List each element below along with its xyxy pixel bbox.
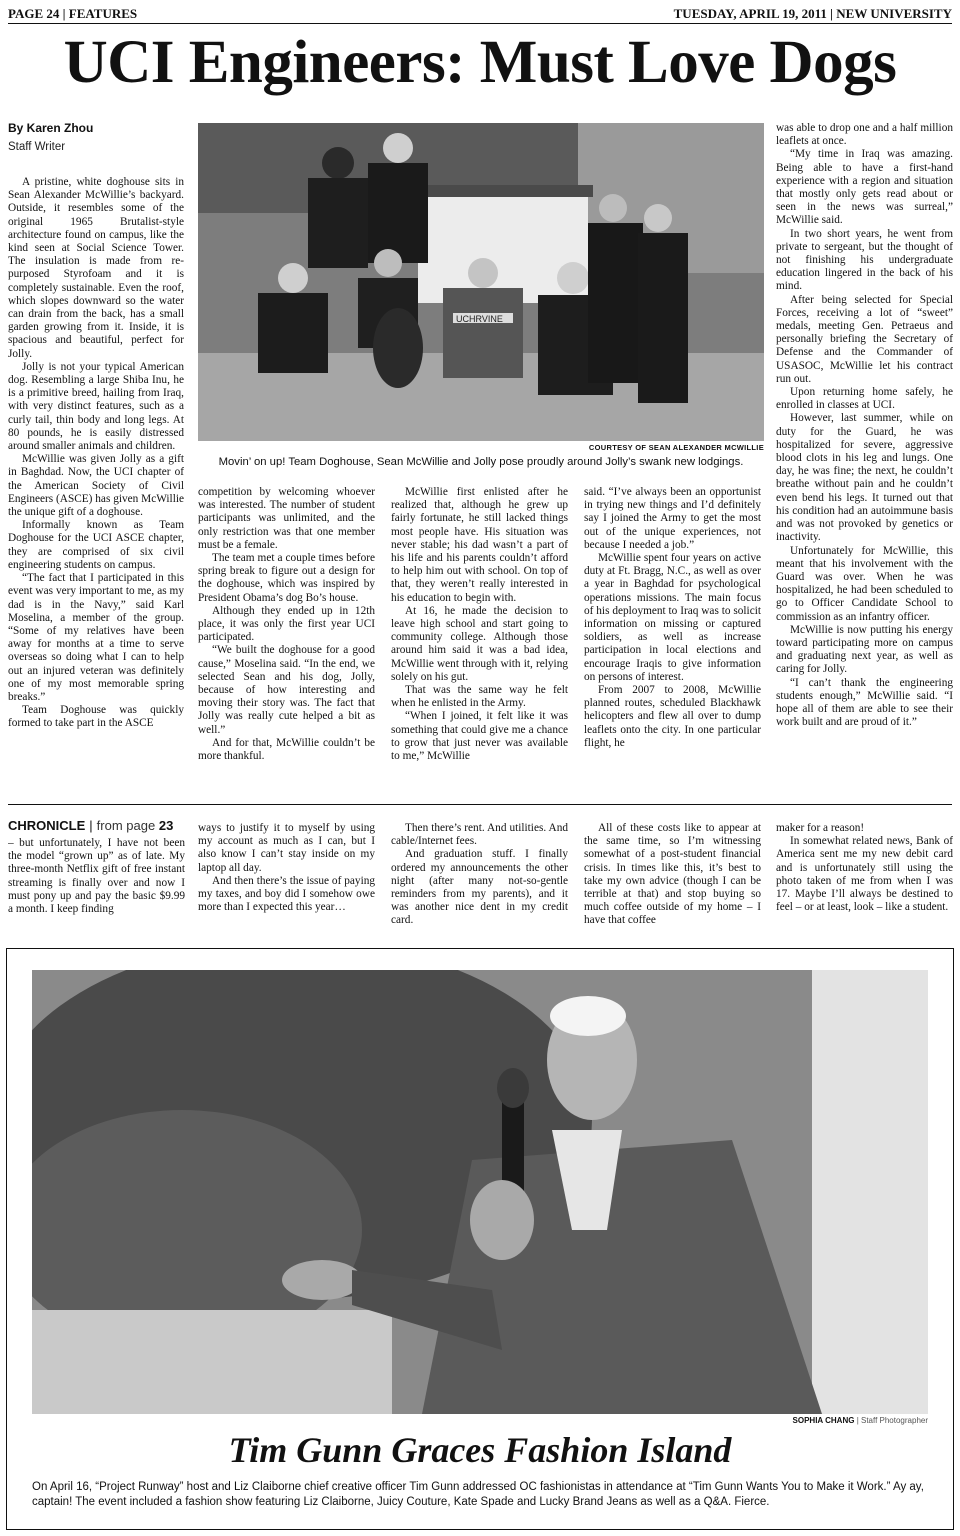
- chronicle-column-4: [584, 822, 761, 938]
- article-paragraph: was able to drop one and a half million leaflets at once.: [776, 122, 953, 148]
- article-paragraph: McWillie was given Jolly as a gift in Baghdad. Now, the UCI chapter of the American Society of Civil Engineers (ASCE) has given McWillie the unique gift of a doghouse.: [8, 453, 184, 519]
- article-paragraph: “When I joined, it felt like it was something that could give me a chance to grow that just never was available to me,” McWillie: [391, 710, 568, 763]
- photo-credit: [32, 1416, 928, 1425]
- chronicle-paragraph: ways to justify it to myself by using my account as much as I can, but I also know I can’t stay inside on my laptop all day.: [198, 822, 375, 874]
- article-paragraph: That was the same way he felt when he enlisted in the Army.: [391, 684, 568, 710]
- article-paragraph: After being selected for Special Forces, receiving a lot of “sweet” medals, meeting Gen. Petraeus and personally briefing the Secretary of Defense and the Commander of USASOC, McWillie let his contract run out.: [776, 293, 953, 385]
- article-paragraph: However, last summer, while on duty for the Guard, he was hospitalized for severe, aggressive blood clots in his leg and lungs. One day, he was fine; the next, he couldn’t breathe without pain and he couldn’t even bend his legs. It turned out that his condition had an autoimmune basis and was not provoked by genetics or inactivity.: [776, 412, 953, 544]
- byline: [8, 120, 188, 158]
- chronicle-paragraph: And then there’s the issue of paying my taxes, and boy did I somehow owe more than I expected this year…: [198, 874, 375, 914]
- folio-right: TUESDAY, APRIL 19, 2011 | NEW UNIVERSITY: [673, 6, 952, 21]
- article-paragraph: “The fact that I participated in this event was very important to me, as my dad is in the Navy,” said Karl Moselina, a member of the group. “Some of my relatives have been away for months at a time to serve overseas so doing what I can to help out an injured veteran was definitely one of my most memorable spring breaks.”: [8, 572, 184, 703]
- article-paragraph: McWillie first enlisted after he realized that, although he grew up fairly fortunate, he still lacked things most people have. His situation was never stable; his dad wasn’t a part of his life and his parents couldn’t afford to help him out with school. On top of that, they weren’t really interested in his education to begin with.: [391, 486, 568, 604]
- chronicle-paragraph: And graduation stuff. I finally ordered my announcements the other night (after many not-so-gentle reminders from my parents), and it was another nice dent in my credit card.: [391, 848, 568, 927]
- article-paragraph: At 16, he made the decision to leave high school and start going to community college. Although those around him said it was a bad idea, McWillie went through with it, relying solely on his gut.: [391, 604, 568, 683]
- article-column-4: [584, 486, 761, 792]
- article-paragraph: McWillie spent four years on active duty at Ft. Bragg, N.C., as well as over a year in Baghdad for psychological operations missions. The main focus of his deployment to Iraq was to solicit information on missing or captured soldiers, as well as increase participation in local elections and encourage Iraqis to give information on persons of interest.: [584, 552, 761, 683]
- chronicle-page: 23: [158, 818, 174, 833]
- article-paragraph: “We built the doghouse for a good cause,” Moselina said. “In the end, we selected Sean and his dog, Jolly, because of how interesting and moving their story was. The fact that Jolly was really cute helped a bit as well.”: [198, 644, 375, 736]
- chronicle-paragraph: maker for a reason!: [776, 822, 865, 834]
- byline-role: Staff Writer: [8, 141, 66, 153]
- article-paragraph: Unfortunately for McWillie, this meant that his involvement with the Guard was over. When he was hospitalized, he had been scheduled to go to Officer Candidate School to commission as an infantry officer.: [776, 544, 953, 623]
- chronicle-jump-head: [8, 818, 185, 834]
- article-paragraph: “I can’t thank the engineering students enough,” McWillie said. “I hope all of them are able to see their work built and are proud of it.”: [776, 676, 953, 729]
- article-column-3: [391, 486, 568, 792]
- photographer-role: | Staff Photographer: [856, 1416, 928, 1425]
- article-paragraph: McWillie is now putting his energy toward participating more on campus and graduating next year, as well as caring for Jolly.: [776, 623, 953, 676]
- article-paragraph: Jolly is not your typical American dog. Resembling a large Shiba Inu, he is a primitive breed, hailing from Iraq, with very distinct features, such as a curly tail, thin body and long legs. At 80 pounds, he is easily distressed around smaller animals and children.: [8, 360, 184, 453]
- article-paragraph: said. “I’ve always been an opportunist in trying new things and I’d definitely say I joined the Army to get the most out of the unique experiences, not because I needed a job.”: [584, 486, 761, 551]
- chronicle-paragraph: All of these costs like to appear at the same time, so I’m witnessing somewhat of a post-student financial crisis. In times like this, it’s best to take my own advice (though I can be terrible at that) and stop buying so much coffee outside of my home – I have that coffee: [584, 822, 761, 927]
- article-paragraph: competition by welcoming whoever was interested. The number of student participants was unlimited, and the only restriction was that one member must be a female.: [198, 486, 375, 551]
- photographer-name: SOPHIA CHANG: [792, 1416, 855, 1425]
- article-column-1: [8, 176, 184, 792]
- article-paragraph: “My time in Iraq was amazing. Being able to have a first-hand experience with a region and situation that mostly only gets read about or seen in the news was surreal,” McWillie said.: [776, 148, 953, 227]
- article-paragraph: In two short years, he went from private to sergeant, but the thought of not finishing his undergraduate education lingered in the back of his mind.: [776, 227, 953, 293]
- article-paragraph: From 2007 to 2008, McWillie planned routes, scheduled Blackhawk helicopters and flew all over to dump leaflets onto the city. In one particular flight, he: [584, 684, 761, 749]
- article-column-2: [198, 486, 375, 792]
- chronicle-from: from page: [96, 818, 156, 833]
- article-paragraph: The team met a couple times before spring break to figure out a design for the doghouse, which was inspired by President Obama’s dog Bo’s house.: [198, 552, 375, 604]
- article-paragraph: Informally known as Team Doghouse for the UCI ASCE chapter, they are comprised of six civil engineering students on campus.: [8, 519, 184, 571]
- page-folio: [8, 6, 952, 24]
- photo-caption: On April 16, “Project Runway” host and Liz Claiborne chief creative officer Tim Gunn addressed OC fashionistas in attendance at “Tim Gunn Wants You to Make it Work.” Ay ay, captain! The event included a fashion show featuring Liz Claiborne, Juicy Couture, Kate Spade and Lucky Brand Jeans as well as a Q&A. Fierce.: [32, 1481, 924, 1508]
- photo-caption: Movin’ on up! Team Doghouse, Sean McWillie and Jolly pose proudly around Jolly’s swank new lodgings.: [218, 456, 744, 468]
- shirt-text: UCHRVINE: [456, 314, 503, 324]
- chronicle-column-2: [198, 822, 375, 938]
- chronicle-column-1: [8, 818, 185, 938]
- section-divider: [8, 804, 952, 805]
- article-paragraph: Upon returning home safely, he enrolled in classes at UCI.: [776, 386, 953, 412]
- chronicle-column-3: [391, 822, 568, 938]
- team-doghouse-photo: [198, 123, 764, 441]
- tim-gunn-photo: [32, 970, 928, 1414]
- article-paragraph: Although they ended up in 12th place, it was only the first year UCI participated.: [198, 604, 375, 644]
- article-column-5: [776, 122, 953, 794]
- byline-name: By Karen Zhou: [8, 121, 94, 135]
- chronicle-paragraph: Then there’s rent. And utilities. And cable/Internet fees.: [391, 822, 568, 848]
- article-paragraph: And for that, McWillie couldn’t be more thankful.: [198, 736, 375, 763]
- chronicle-column-5: [776, 822, 953, 938]
- article-paragraph: Team Doghouse was quickly formed to take part in the ASCE: [8, 704, 184, 730]
- photo-illustration: [198, 123, 764, 441]
- article-paragraph: A pristine, white doghouse sits in Sean Alexander McWillie’s backyard. Outside, it resembles some of the original 1965 Brutalist-style architecture found on campus, like the kind seen at Social Science Tower. The insulation is made from re-purposed Styrofoam and it is completely sustainable. Even the roof, which slopes downward so the water can drain from the back, has a small garden growing from it. Inside, it is spacious and beautiful, perfect for Jolly.: [8, 176, 184, 360]
- photo-headline: Tim Gunn Graces Fashion Island: [228, 1430, 732, 1470]
- chronicle-separator: |: [89, 818, 93, 833]
- chronicle-paragraph: In somewhat related news, Bank of America sent me my new debit card and is unfortunately still using the photo taken of me from when I was 17. Maybe I’ll always be destined to feel – or at least, look – like a student.: [776, 835, 953, 914]
- photo-credit: COURTESY OF SEAN ALEXANDER MCWILLIE: [588, 443, 764, 452]
- main-headline: UCI Engineers: Must Love Dogs: [63, 29, 897, 96]
- chronicle-label: CHRONICLE: [8, 818, 86, 833]
- folio-left: PAGE 24 | FEATURES: [8, 6, 138, 21]
- chronicle-paragraph: – but unfortunately, I have not been the model “grown up” as of late. My three-month Netflix gift of free instant streaming is finally over and now I must pony up and pay the basic $9.99 a month. I keep finding: [8, 837, 185, 916]
- photo-illustration: [32, 970, 928, 1414]
